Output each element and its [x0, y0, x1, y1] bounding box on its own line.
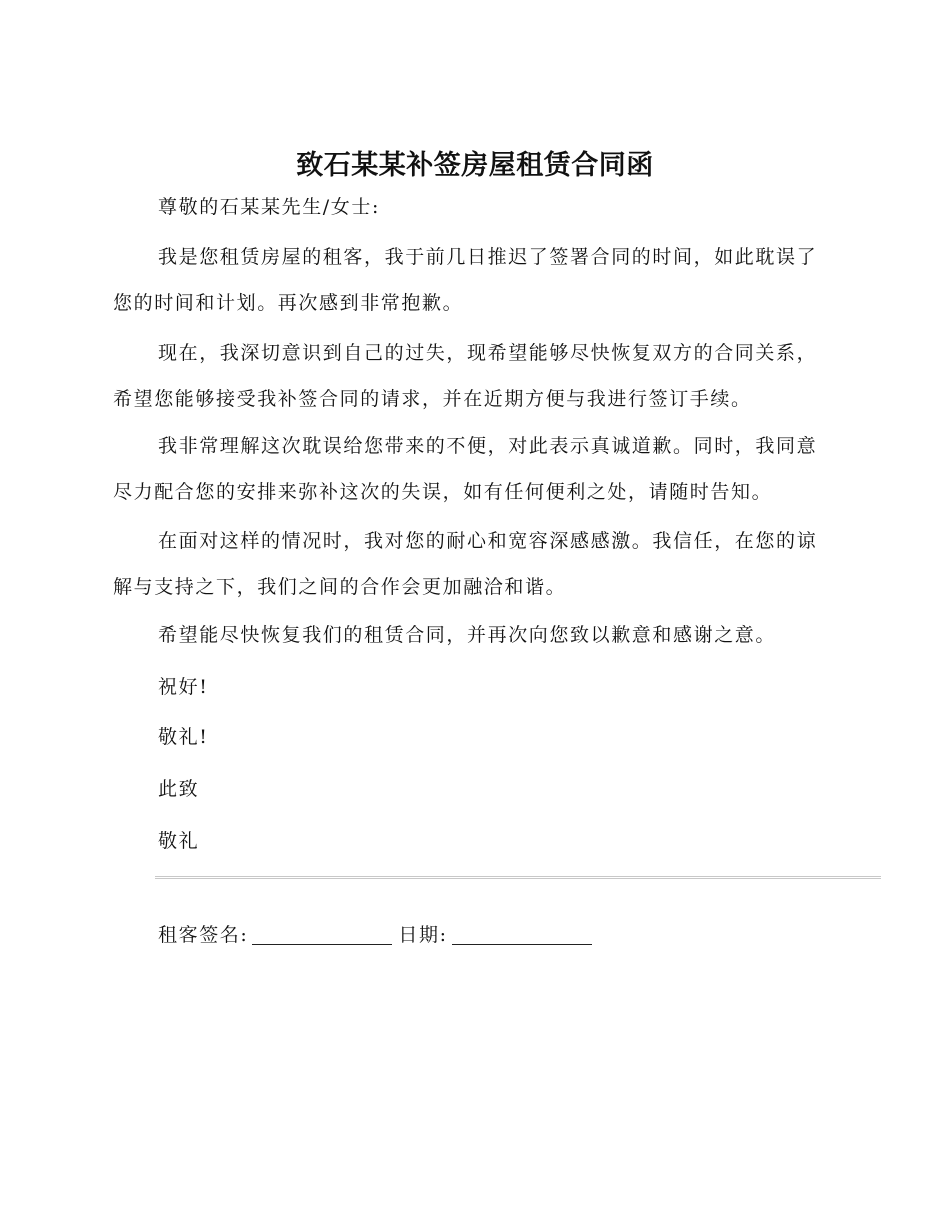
paragraph-1: 我是您租赁房屋的租客，我于前几日推迟了签署合同的时间，如此耽误了您的时间和计划。再次感到非常抱歉。 — [113, 246, 818, 314]
closing-jingli: 敬礼 — [158, 830, 200, 852]
closing-wishes: 祝好! — [158, 676, 209, 698]
paragraph-3: 我非常理解这次耽误给您带来的不便，对此表示真诚道歉。同时，我同意尽力配合您的安排来弥补这次的失误，如有任何便利之处，请随时告知。 — [113, 435, 818, 503]
signature-row — [158, 912, 598, 958]
salutation: 尊敬的石某某先生/女士: — [158, 196, 381, 218]
closing-cizhi: 此致 — [158, 778, 200, 800]
document-title: 致石某某补签房屋租赁合同函 — [296, 150, 654, 181]
section-divider — [155, 876, 881, 879]
date-label: 日期: — [398, 924, 448, 946]
paragraph-4: 在面对这样的情况时，我对您的耐心和宽容深感感激。我信任，在您的谅解与支持之下，我们之间的合作会更加融洽和谐。 — [113, 530, 818, 598]
paragraph-5: 希望能尽快恢复我们的租赁合同，并再次向您致以歉意和感谢之意。 — [158, 624, 777, 646]
date-line — [452, 922, 592, 945]
tenant-signature-label: 租客签名: — [158, 924, 249, 946]
closing-salute: 敬礼! — [158, 726, 209, 748]
tenant-signature-line — [252, 922, 392, 945]
paragraph-2: 现在，我深切意识到自己的过失，现希望能够尽快恢复双方的合同关系，希望您能够接受我补签合同的请求，并在近期方便与我进行签订手续。 — [113, 342, 818, 410]
